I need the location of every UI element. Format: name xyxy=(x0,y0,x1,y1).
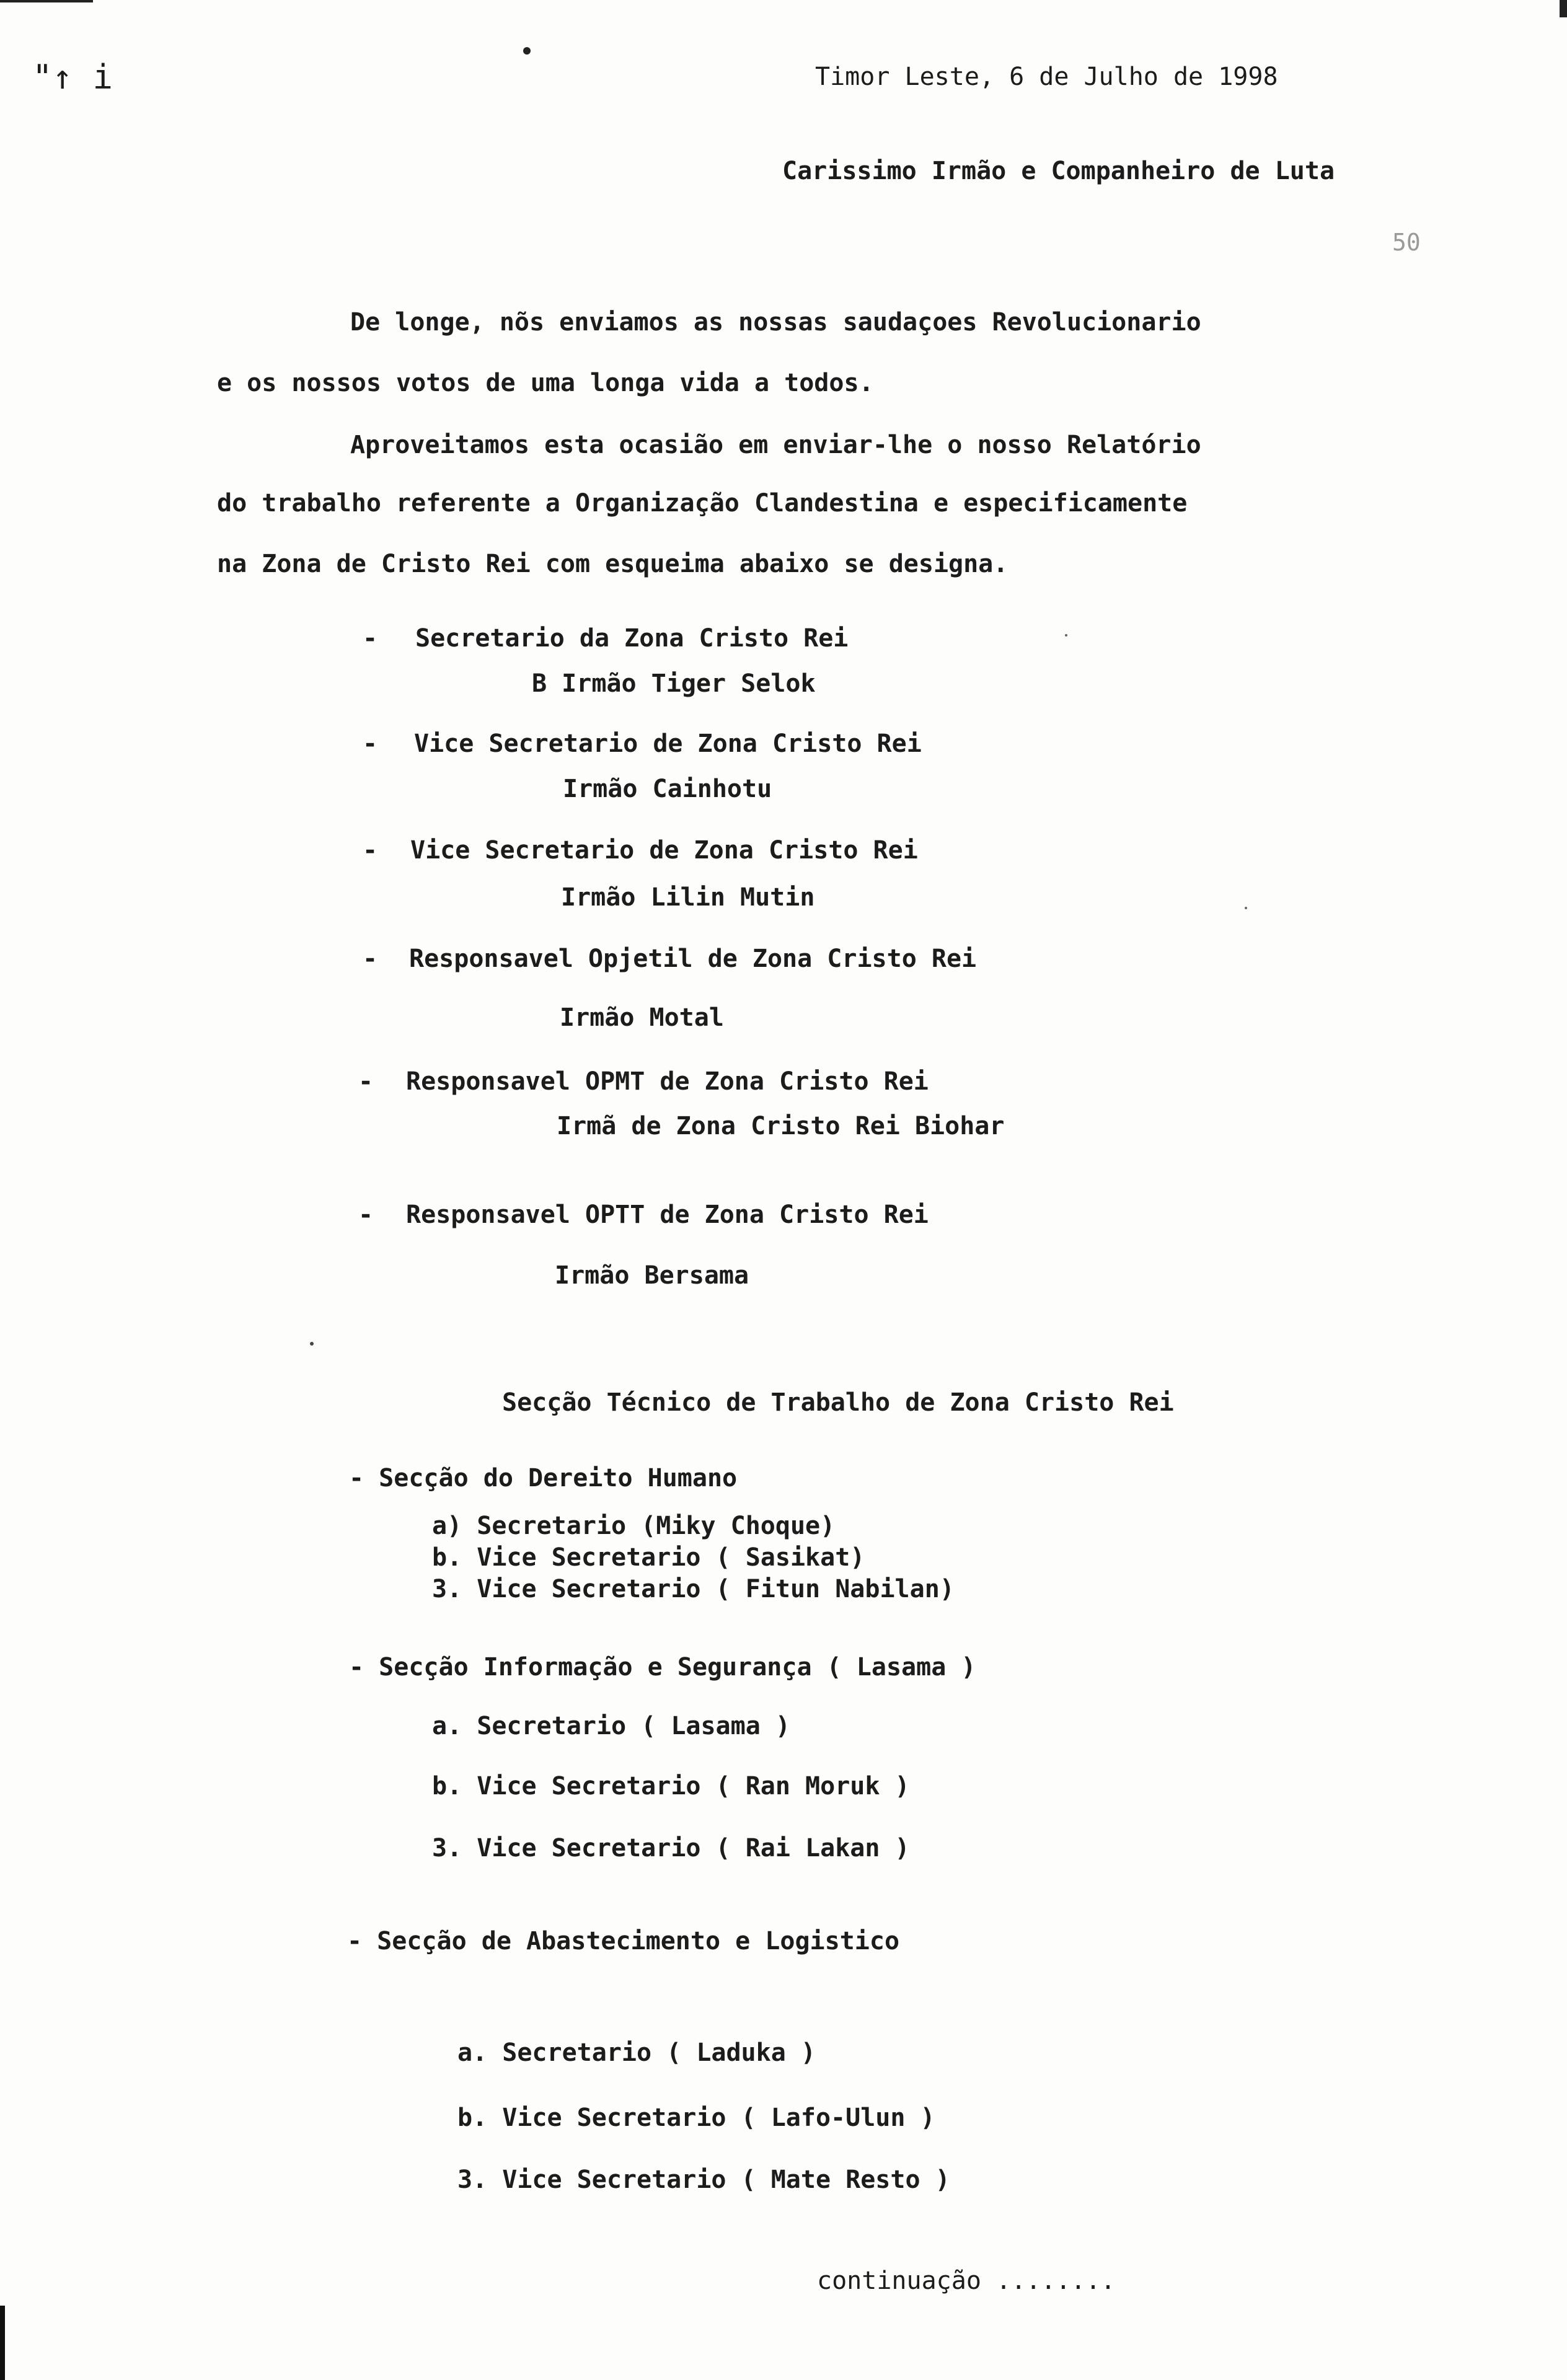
section-title: - Secção Informação e Segurança ( Lasama ) xyxy=(349,1653,976,1681)
continuation-note: continuação ........ xyxy=(817,2267,1116,2295)
intro-line-2: e os nossos votos de uma longa vida a todos. xyxy=(217,369,874,397)
role-holder: Irmã de Zona Cristo Rei Biohar xyxy=(557,1112,1005,1140)
role-title: Secretario da Zona Cristo Rei xyxy=(415,624,849,653)
place-date: Timor Leste, 6 de Julho de 1998 xyxy=(815,63,1278,91)
section-item: 3. Vice Secretario ( Rai Lakan ) xyxy=(432,1834,910,1862)
intro-line-3: Aproveitamos esta ocasião em enviar-lhe o nosso Relatório xyxy=(350,431,1201,459)
role-title: Vice Secretario de Zona Cristo Rei xyxy=(410,836,918,865)
page-number: 50 xyxy=(1392,229,1421,256)
salutation: Carissimo Irmão e Companheiro de Luta xyxy=(782,157,1335,185)
role-holder: Irmão Motal xyxy=(560,1003,724,1032)
role-dash: - xyxy=(363,624,378,653)
role-title: Responsavel OPMT de Zona Cristo Rei xyxy=(406,1067,929,1096)
section-item: b. Vice Secretario ( Ran Moruk ) xyxy=(432,1772,910,1800)
role-holder: B Irmão Tiger Selok xyxy=(532,669,816,698)
role-holder: Irmão Cainhotu xyxy=(563,775,772,803)
role-dash: - xyxy=(363,729,378,758)
corner-mark: "↑ i xyxy=(32,58,113,97)
section-title: - Secção de Abastecimento e Logistico xyxy=(347,1927,900,1955)
role-holder: Irmão Bersama xyxy=(555,1261,749,1290)
intro-line-5: na Zona de Cristo Rei com esqueima abaixo se designa. xyxy=(217,550,1009,578)
role-title: Vice Secretario de Zona Cristo Rei xyxy=(414,729,922,758)
section-item: a. Secretario ( Laduka ) xyxy=(457,2038,816,2067)
section-item: a. Secretario ( Lasama ) xyxy=(432,1712,790,1740)
section-item: b. Vice Secretario ( Sasikat) xyxy=(432,1543,865,1572)
role-dash: - xyxy=(358,1201,374,1229)
role-holder: Irmão Lilin Mutin xyxy=(561,883,815,912)
intro-line-4: do trabalho referente a Organização Clandestina e especificamente xyxy=(217,489,1188,518)
role-dash: - xyxy=(363,945,378,973)
intro-line-1: De longe, nõs enviamos as nossas saudaçoes Revolucionario xyxy=(350,308,1201,337)
section-item: 3. Vice Secretario ( Mate Resto ) xyxy=(457,2166,950,2194)
role-title: Responsavel Opjetil de Zona Cristo Rei xyxy=(409,945,977,973)
section-item: a) Secretario (Miky Choque) xyxy=(432,1512,836,1540)
role-title: Responsavel OPTT de Zona Cristo Rei xyxy=(406,1201,929,1229)
section-item: 3. Vice Secretario ( Fitun Nabilan) xyxy=(432,1575,955,1603)
role-dash: - xyxy=(358,1067,374,1096)
section-item: b. Vice Secretario ( Lafo-Ulun ) xyxy=(457,2104,935,2132)
role-dash: - xyxy=(363,836,378,865)
section-title: - Secção do Dereito Humano xyxy=(349,1464,738,1492)
technical-heading: Secção Técnico de Trabalho de Zona Cristo Rei xyxy=(502,1388,1174,1417)
